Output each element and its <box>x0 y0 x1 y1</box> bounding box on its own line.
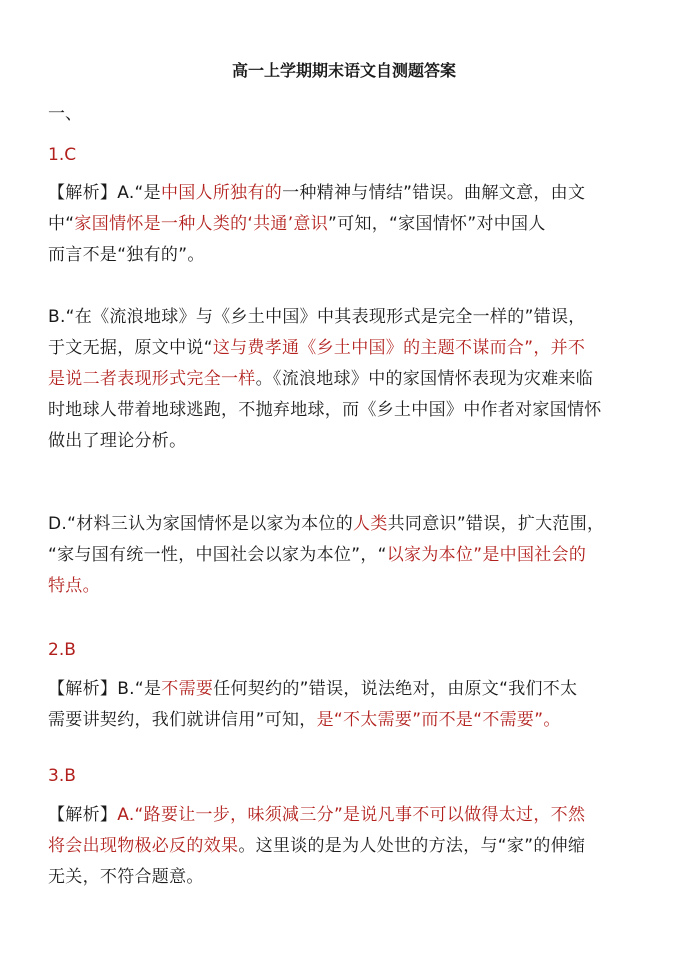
highlight-text: 中国人所独有的 <box>160 183 283 203</box>
highlight-text: 以家为本位”是中国社会的 <box>386 545 587 565</box>
highlight-text: 不需要 <box>161 679 214 699</box>
text-run: D.“材料三认为家国情怀是以家为本位的 <box>48 514 354 534</box>
highlight-text: 人类 <box>353 514 388 534</box>
text-line: 做出了理论分析。 <box>48 431 187 451</box>
text-run: ”可知，“家国情怀”对中国人 <box>328 214 546 234</box>
text-line: 时地球人带着地球逃跑，不抛弃地球，而《乡土中国》中作者对家国情怀 <box>48 400 602 420</box>
text-line <box>48 831 648 862</box>
question-1-analysis-d <box>48 509 648 602</box>
text-run: 共同意识”错误，扩大范围， <box>387 514 605 534</box>
question-3-number: 3.B <box>48 766 76 786</box>
section-heading: 一、 <box>48 104 82 124</box>
text-line <box>48 364 648 395</box>
highlight-text: 家国情怀是一种人类的‘共通’意识 <box>74 214 329 234</box>
document-title: 高一上学期期末语文自测题答案 <box>231 61 456 80</box>
text-run: 。《流浪地球》中的家国情怀表现为灾难来临 <box>255 369 594 389</box>
text-line <box>48 209 648 240</box>
text-run: 【解析】 <box>48 805 118 825</box>
text-line <box>48 705 648 736</box>
question-1-analysis-b <box>48 302 648 457</box>
text-line: B.“在《流浪地球》与《乡土中国》中其表现形式是完全一样的”错误， <box>48 307 586 327</box>
text-run: “家与国有统一性，中国社会以家为本位”，“ <box>48 545 387 565</box>
highlight-text: 将会出现物极必反的效果 <box>48 836 239 856</box>
question-1-analysis-a <box>48 178 648 271</box>
text-run: 一种精神与情结”错误。曲解文意，由文 <box>282 183 586 203</box>
text-run: 于文无据，原文中说“ <box>48 338 213 358</box>
text-run: 中“ <box>48 214 75 234</box>
text-run: 【解析】B.“是 <box>48 679 162 699</box>
question-3-analysis <box>48 800 648 893</box>
highlight-text: 是说二者表现形式完全一样 <box>48 369 256 389</box>
text-line <box>48 178 648 209</box>
question-2-analysis <box>48 674 648 736</box>
text-line <box>48 800 648 831</box>
text-line: 特点。 <box>48 576 100 596</box>
text-run: 需要讲契约，我们就讲信用”可知， <box>48 710 317 730</box>
text-run: 。这里谈的是为人处世的方法，与“家”的伸缩 <box>238 836 586 856</box>
highlight-text: A.“路要让一步，味须减三分”是说凡事不可以做得太过，不然 <box>117 805 586 825</box>
text-line <box>48 674 648 705</box>
text-run: 【解析】A.“是 <box>48 183 161 203</box>
text-line <box>48 540 648 571</box>
text-line: 而言不是“独有的”。 <box>48 245 205 265</box>
text-line <box>48 509 648 540</box>
question-2-number: 2.B <box>48 640 76 660</box>
text-line <box>48 333 648 364</box>
highlight-text: 这与费孝通《乡土中国》的主题不谋而合”，并不 <box>212 338 586 358</box>
highlight-text: 是“不太需要”而不是“不需要”。 <box>316 710 561 730</box>
text-line: 无关，不符合题意。 <box>48 867 204 887</box>
text-run: 任何契约的”错误，说法绝对，由原文“我们不太 <box>213 679 578 699</box>
question-1-number: 1.C <box>48 145 77 165</box>
